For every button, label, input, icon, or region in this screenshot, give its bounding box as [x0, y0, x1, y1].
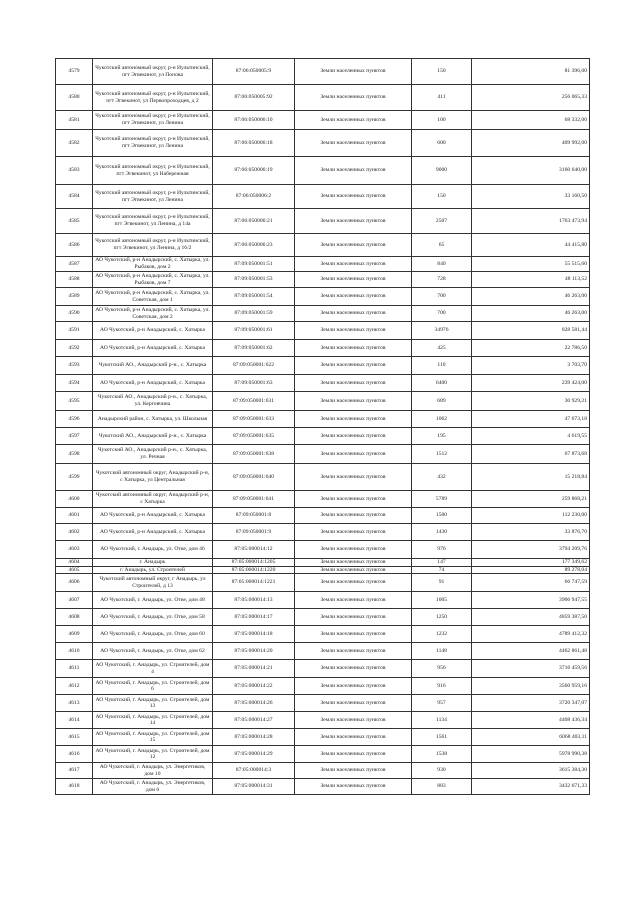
area-cell: 195 — [412, 428, 472, 445]
cadastral-number-cell: 87:05:000014:17 — [213, 609, 295, 626]
cadastral-number-cell: 87:05:000014:1221 — [213, 574, 295, 592]
cadastral-number-cell: 87:05:000014:29 — [213, 746, 295, 763]
cadastral-number-cell: 87:05:000014:21 — [213, 660, 295, 678]
cadastral-number-cell: 87:05:000014:20 — [213, 643, 295, 660]
cadastral-value-cell: 5978 990,38 — [472, 746, 590, 763]
table-row — [56, 272, 590, 288]
table-row — [56, 111, 590, 130]
cadastral-value-cell: 46 263,00 — [472, 306, 590, 322]
land-category-cell: Земли населенных пунктов — [295, 541, 412, 559]
area-cell: 6400 — [412, 375, 472, 392]
address-cell: АО Чукотский, г. Анадырь, ул. Строителей, дом 6 — [93, 678, 213, 695]
land-category-cell: Земли населенных пунктов — [295, 464, 412, 491]
land-category-cell: Земли населенных пунктов — [295, 445, 412, 464]
cadastral-number-cell: 87:09:050001:54 — [213, 288, 295, 306]
cadastral-number-cell: 87:06:050006:2 — [213, 185, 295, 209]
row-number: 4585 — [56, 209, 93, 234]
cadastral-value-cell: 68 332,00 — [472, 111, 590, 130]
table-row — [56, 643, 590, 660]
row-number: 4606 — [56, 574, 93, 592]
table-row — [56, 234, 590, 257]
land-category-cell: Земли населенных пунктов — [295, 157, 412, 185]
cadastral-number-cell: 87:09:050001:622 — [213, 357, 295, 375]
land-category-cell: Земли населенных пунктов — [295, 357, 412, 375]
cadastral-number-cell: 87:05:000014:12 — [213, 541, 295, 559]
table-row — [56, 357, 590, 375]
row-number: 4601 — [56, 508, 93, 524]
land-category-cell: Земли населенных пунктов — [295, 508, 412, 524]
cadastral-number-cell: 87:09:050001:8 — [213, 508, 295, 524]
row-number: 4582 — [56, 130, 93, 157]
table-row — [56, 541, 590, 559]
land-category-cell: Земли населенных пунктов — [295, 392, 412, 411]
table-row — [56, 340, 590, 357]
area-cell: 1148 — [412, 643, 472, 660]
cadastral-value-cell: 33 160,50 — [472, 185, 590, 209]
land-category-cell: Земли населенных пунктов — [295, 524, 412, 541]
address-cell: АО Чукотский, г. Анадырь, ул. Строителей, дом 14 — [93, 712, 213, 729]
area-cell: 728 — [412, 272, 472, 288]
address-cell: Чукотский автономный округ, р-н Иультинский, пгт Эгвекинот, ул Набережная — [93, 157, 213, 185]
area-cell: 34976 — [412, 322, 472, 340]
land-category-cell: Земли населенных пунктов — [295, 729, 412, 746]
area-cell: 411 — [412, 85, 472, 111]
table-row — [56, 130, 590, 157]
table-row — [56, 375, 590, 392]
land-category-cell: Земли населенных пунктов — [295, 411, 412, 428]
address-cell: Чукотский автономный округ, г Анадырь, ул Строителей, д 13 — [93, 574, 213, 592]
address-cell: Анадырский район, с. Хатырка, ул. Школьная — [93, 411, 213, 428]
land-category-cell: Земли населенных пунктов — [295, 643, 412, 660]
cadastral-value-cell: 47 673,18 — [472, 411, 590, 428]
table-row — [56, 729, 590, 746]
address-cell: Чукотский автономный округ, р-н Иультинский, пгт Эгвекинот, ул Ленина, д 14а — [93, 209, 213, 234]
land-category-cell: Земли населенных пунктов — [295, 306, 412, 322]
row-number: 4599 — [56, 464, 93, 491]
area-cell: 840 — [412, 257, 472, 272]
cadastral-number-cell: 87:06:050006:18 — [213, 130, 295, 157]
row-number: 4617 — [56, 763, 93, 779]
area-cell: 150 — [412, 185, 472, 209]
cadastral-number-cell: 87:06:050005:9 — [213, 59, 295, 85]
cadastral-value-cell: 55 515,60 — [472, 257, 590, 272]
table-row — [56, 392, 590, 411]
address-cell: АО Чукотский, г. Анадырь, ул. Энергетиков, дом 10 — [93, 763, 213, 779]
row-number: 4584 — [56, 185, 93, 209]
cadastral-number-cell: 87:06:050006:19 — [213, 157, 295, 185]
address-cell: АО Чукотский, г. Анадырь, ул. Строителей, дом 13 — [93, 695, 213, 712]
area-cell: 600 — [412, 130, 472, 157]
cadastral-value-cell: 30 929,21 — [472, 392, 590, 411]
table-row — [56, 209, 590, 234]
cadastral-value-cell: 22 786,50 — [472, 340, 590, 357]
area-cell: 91 — [412, 574, 472, 592]
cadastral-number-cell: 87:06:050006:21 — [213, 209, 295, 234]
land-category-cell: Земли населенных пунктов — [295, 566, 412, 574]
area-cell: 100 — [412, 111, 472, 130]
address-cell: АО Чукотский, г. Анадырь, ул. Строителей, дом 12 — [93, 746, 213, 763]
row-number: 4587 — [56, 257, 93, 272]
row-number: 4590 — [56, 306, 93, 322]
cadastral-number-cell: 87:06:050006:23 — [213, 234, 295, 257]
row-number: 4588 — [56, 272, 93, 288]
row-number: 4597 — [56, 428, 93, 445]
cadastral-number-cell: 87:06:050005:92 — [213, 85, 295, 111]
address-cell: АО Чукотский, р-н Анадырский, с. Хатырка — [93, 340, 213, 357]
row-number: 4603 — [56, 541, 93, 559]
row-number: 4596 — [56, 411, 93, 428]
land-registry-table — [55, 58, 590, 795]
table-row — [56, 592, 590, 609]
address-cell: АО Чукотский, р-н Анадырский, с. Хатырка — [93, 508, 213, 524]
area-cell: 5789 — [412, 491, 472, 508]
land-category-cell: Земли населенных пунктов — [295, 111, 412, 130]
area-cell: 957 — [412, 695, 472, 712]
cadastral-number-cell: 87:05:000014:3 — [213, 763, 295, 779]
row-number: 4579 — [56, 59, 93, 85]
land-category-cell: Земли населенных пунктов — [295, 712, 412, 729]
land-category-cell: Земли населенных пунктов — [295, 626, 412, 643]
area-cell: 1500 — [412, 508, 472, 524]
row-number: 4600 — [56, 491, 93, 508]
cadastral-value-cell: 15 218,84 — [472, 464, 590, 491]
cadastral-number-cell: 87:09:050001:9 — [213, 524, 295, 541]
area-cell: 147 — [412, 559, 472, 567]
table-row — [56, 712, 590, 729]
area-cell: 1062 — [412, 411, 472, 428]
cadastral-number-cell: 87:05:000014:31 — [213, 779, 295, 795]
cadastral-number-cell: 87:05:000014:27 — [213, 712, 295, 729]
cadastral-number-cell: 87:09:050001:63 — [213, 375, 295, 392]
area-cell: 976 — [412, 541, 472, 559]
address-cell: АО Чукотский, г. Анадырь, ул. Отке, дом 46 — [93, 541, 213, 559]
table-row — [56, 306, 590, 322]
area-cell: 1232 — [412, 626, 472, 643]
table-row — [56, 508, 590, 524]
cadastral-value-cell: 4 619,55 — [472, 428, 590, 445]
area-cell: 9000 — [412, 157, 472, 185]
row-number: 4598 — [56, 445, 93, 464]
table-body — [56, 59, 590, 795]
table-row — [56, 257, 590, 272]
row-number: 4580 — [56, 85, 93, 111]
area-cell: 700 — [412, 306, 472, 322]
cadastral-number-cell: 87:09:050001:638 — [213, 445, 295, 464]
area-cell: 1430 — [412, 524, 472, 541]
address-cell: Чукотский автономный округ, р-н Иультинский, пгт Эгвекинот, ул Ленина — [93, 111, 213, 130]
area-cell: 916 — [412, 678, 472, 695]
table-row — [56, 695, 590, 712]
cadastral-number-cell: 87:09:050001:53 — [213, 272, 295, 288]
address-cell: АО Чукотский, г. Анадырь, ул. Отке, дом 62 — [93, 643, 213, 660]
cadastral-value-cell: 4408 436,34 — [472, 712, 590, 729]
land-category-cell: Земли населенных пунктов — [295, 491, 412, 508]
cadastral-number-cell: 87:05:000014:18 — [213, 626, 295, 643]
cadastral-value-cell: 256 065,33 — [472, 85, 590, 111]
address-cell: г. Анадырь — [93, 559, 213, 567]
area-cell: 689 — [412, 392, 472, 411]
cadastral-value-cell: 3720 347,07 — [472, 695, 590, 712]
document-page — [55, 58, 589, 795]
land-category-cell: Земли населенных пунктов — [295, 609, 412, 626]
area-cell: 74 — [412, 566, 472, 574]
table-row — [56, 763, 590, 779]
cadastral-value-cell: 89 278,04 — [472, 566, 590, 574]
table-row — [56, 746, 590, 763]
table-row — [56, 411, 590, 428]
table-row — [56, 157, 590, 185]
cadastral-value-cell: 1763 473,94 — [472, 209, 590, 234]
cadastral-value-cell: 66 747,59 — [472, 574, 590, 592]
address-cell: Чукотский автономный округ, Анадырский р-н, с Хатырка, ул Центральная — [93, 464, 213, 491]
table-row — [56, 288, 590, 306]
address-cell: АО Чукотский, г. Анадырь, ул. Отке, дом 48 — [93, 592, 213, 609]
address-cell: АО Чукотский, р-н Анадырский, с. Хатырка, ул. Рыбаков, дом 2 — [93, 257, 213, 272]
table-row — [56, 524, 590, 541]
address-cell: АО Чукотский, р-н Анадырский, с. Хатырка — [93, 524, 213, 541]
cadastral-value-cell: 177 349,62 — [472, 559, 590, 567]
land-category-cell: Земли населенных пунктов — [295, 660, 412, 678]
land-category-cell: Земли населенных пунктов — [295, 678, 412, 695]
address-cell: Чукотский автономный округ, р-н Иультинский, пгт Эгвекинот, ул Ленина — [93, 185, 213, 209]
address-cell: Чукотский АО., Анадырский р-н., с. Хатырка — [93, 357, 213, 375]
cadastral-value-cell: 4859 387,50 — [472, 609, 590, 626]
cadastral-value-cell: 409 992,00 — [472, 130, 590, 157]
row-number: 4605 — [56, 566, 93, 574]
table-row — [56, 185, 590, 209]
area-cell: 700 — [412, 288, 472, 306]
address-cell: Чукотский автономный округ, р-н Иультинский, пгт Эгвекинот, ул Ленина — [93, 130, 213, 157]
land-category-cell: Земли населенных пунктов — [295, 695, 412, 712]
cadastral-value-cell: 112 230,00 — [472, 508, 590, 524]
cadastral-number-cell: 87:06:050006:10 — [213, 111, 295, 130]
area-cell: 150 — [412, 59, 472, 85]
area-cell: 110 — [412, 357, 472, 375]
row-number: 4591 — [56, 322, 93, 340]
table-row — [56, 491, 590, 508]
table-row — [56, 559, 590, 567]
row-number: 4614 — [56, 712, 93, 729]
address-cell: АО Чукотский, р-н Анадырский, с. Хатырка — [93, 375, 213, 392]
area-cell: 1538 — [412, 746, 472, 763]
cadastral-value-cell: 3906 947,55 — [472, 592, 590, 609]
land-category-cell: Земли населенных пунктов — [295, 322, 412, 340]
cadastral-value-cell: 48 113,52 — [472, 272, 590, 288]
area-cell: 930 — [412, 763, 472, 779]
address-cell: г. Анадырь, ул. Строителей — [93, 566, 213, 574]
row-number: 4581 — [56, 111, 93, 130]
land-category-cell: Земли населенных пунктов — [295, 763, 412, 779]
cadastral-value-cell: 46 263,00 — [472, 288, 590, 306]
cadastral-value-cell: 828 581,44 — [472, 322, 590, 340]
table-row — [56, 59, 590, 85]
row-number: 4608 — [56, 609, 93, 626]
row-number: 4613 — [56, 695, 93, 712]
table-row — [56, 322, 590, 340]
cadastral-number-cell: 87:05:000014:1205 — [213, 559, 295, 567]
table-row — [56, 428, 590, 445]
address-cell: АО Чукотский, р-н Анадырский, с. Хатырка, ул. Рыбаков, дом 7 — [93, 272, 213, 288]
land-category-cell: Земли населенных пунктов — [295, 340, 412, 357]
cadastral-number-cell: 87:09:050001:62 — [213, 340, 295, 357]
land-category-cell: Земли населенных пунктов — [295, 559, 412, 567]
area-cell: 65 — [412, 234, 472, 257]
row-number: 4594 — [56, 375, 93, 392]
cadastral-value-cell: 3160 640,00 — [472, 157, 590, 185]
area-cell: 2507 — [412, 209, 472, 234]
land-category-cell: Земли населенных пунктов — [295, 234, 412, 257]
row-number: 4615 — [56, 729, 93, 746]
row-number: 4595 — [56, 392, 93, 411]
table-row — [56, 626, 590, 643]
address-cell: Чукотский автономный округ, Анадырский р-н, с Хатырка — [93, 491, 213, 508]
address-cell: Чукотский автономный округ, р-н Иультинский, пгт Эгвекинот, ул Попова — [93, 59, 213, 85]
row-number: 4586 — [56, 234, 93, 257]
table-row — [56, 660, 590, 678]
land-category-cell: Земли населенных пунктов — [295, 288, 412, 306]
land-category-cell: Земли населенных пунктов — [295, 375, 412, 392]
cadastral-number-cell: 87:05:000014:26 — [213, 695, 295, 712]
table-row — [56, 445, 590, 464]
address-cell: Чукотский автономный округ, р-н Иультинский, пгт Эгвекинот, ул Ленина, д 16/2 — [93, 234, 213, 257]
land-category-cell: Земли населенных пунктов — [295, 209, 412, 234]
area-cell: 1005 — [412, 592, 472, 609]
land-category-cell: Земли населенных пунктов — [295, 185, 412, 209]
area-cell: 1561 — [412, 729, 472, 746]
cadastral-value-cell: 3560 959,16 — [472, 678, 590, 695]
address-cell: АО Чукотский, г. Анадырь, ул. Строителей, дом 4 — [93, 660, 213, 678]
address-cell: Чукотский автономный округ, р-н Иультинский, пгт Эгвекинот, ул Первопроходцев, д 2 — [93, 85, 213, 111]
address-cell: Чукотский АО., Анадырский р-н., с. Хатырка, ул. Керговчина — [93, 392, 213, 411]
table-row — [56, 85, 590, 111]
table-row — [56, 464, 590, 491]
cadastral-number-cell: 87:05:000014:22 — [213, 678, 295, 695]
cadastral-number-cell: 87:09:050001:59 — [213, 306, 295, 322]
cadastral-value-cell: 3615 384,30 — [472, 763, 590, 779]
table-row — [56, 566, 590, 574]
table-row — [56, 609, 590, 626]
land-category-cell: Земли населенных пунктов — [295, 85, 412, 111]
land-category-cell: Земли населенных пунктов — [295, 746, 412, 763]
row-number: 4602 — [56, 524, 93, 541]
row-number: 4610 — [56, 643, 93, 660]
cadastral-number-cell: 87:09:050001:641 — [213, 491, 295, 508]
land-category-cell: Земли населенных пунктов — [295, 779, 412, 795]
row-number: 4612 — [56, 678, 93, 695]
cadastral-value-cell: 44 415,80 — [472, 234, 590, 257]
area-cell: 1134 — [412, 712, 472, 729]
cadastral-value-cell: 3432 671,33 — [472, 779, 590, 795]
cadastral-number-cell: 87:09:050001:631 — [213, 392, 295, 411]
cadastral-number-cell: 87:05:000014:13 — [213, 592, 295, 609]
cadastral-number-cell: 87:09:050001:640 — [213, 464, 295, 491]
cadastral-value-cell: 33 876,70 — [472, 524, 590, 541]
area-cell: 425 — [412, 340, 472, 357]
area-cell: 1250 — [412, 609, 472, 626]
land-category-cell: Земли населенных пунктов — [295, 428, 412, 445]
cadastral-number-cell: 87:09:050001:633 — [213, 411, 295, 428]
table-row — [56, 574, 590, 592]
land-category-cell: Земли населенных пунктов — [295, 592, 412, 609]
address-cell: Чукотский АО., Анадырский р-н., с. Хатырка — [93, 428, 213, 445]
cadastral-value-cell: 4462 861,48 — [472, 643, 590, 660]
area-cell: 1512 — [412, 445, 472, 464]
cadastral-value-cell: 67 873,68 — [472, 445, 590, 464]
land-category-cell: Земли населенных пунктов — [295, 130, 412, 157]
address-cell: АО Чукотский, р-н Анадырский, с. Хатырка — [93, 322, 213, 340]
cadastral-value-cell: 6068 403,11 — [472, 729, 590, 746]
table-row — [56, 779, 590, 795]
row-number: 4593 — [56, 357, 93, 375]
address-cell: АО Чукотский, р-н Анадырский, с. Хатырка, ул. Советская, дом 1 — [93, 288, 213, 306]
row-number: 4589 — [56, 288, 93, 306]
cadastral-number-cell: 87:05:000014:28 — [213, 729, 295, 746]
land-category-cell: Земли населенных пунктов — [295, 59, 412, 85]
address-cell: Чукотский АО., Анадырский р-н., с. Хатырка, ул. Речная — [93, 445, 213, 464]
cadastral-number-cell: 87:09:050001:51 — [213, 257, 295, 272]
row-number: 4616 — [56, 746, 93, 763]
address-cell: АО Чукотский, г. Анадырь, ул. Отке, дом 60 — [93, 626, 213, 643]
row-number: 4583 — [56, 157, 93, 185]
cadastral-number-cell: 87:09:050001:635 — [213, 428, 295, 445]
address-cell: АО Чукотский, г. Анадырь, ул. Строителей, дом 15 — [93, 729, 213, 746]
cadastral-value-cell: 239 424,00 — [472, 375, 590, 392]
land-category-cell: Земли населенных пунктов — [295, 257, 412, 272]
cadastral-value-cell: 3716 459,56 — [472, 660, 590, 678]
table-row — [56, 678, 590, 695]
land-category-cell: Земли населенных пунктов — [295, 272, 412, 288]
address-cell: АО Чукотский, г. Анадырь, ул. Энергетиков, дом 6 — [93, 779, 213, 795]
address-cell: АО Чукотский, г. Анадырь, ул. Отке, дом 58 — [93, 609, 213, 626]
row-number: 4604 — [56, 559, 93, 567]
cadastral-value-cell: 3 703,70 — [472, 357, 590, 375]
area-cell: 883 — [412, 779, 472, 795]
row-number: 4607 — [56, 592, 93, 609]
cadastral-number-cell: 87:05:000014:1220 — [213, 566, 295, 574]
row-number: 4592 — [56, 340, 93, 357]
area-cell: 432 — [412, 464, 472, 491]
row-number: 4609 — [56, 626, 93, 643]
cadastral-value-cell: 4789 412,32 — [472, 626, 590, 643]
row-number: 4618 — [56, 779, 93, 795]
cadastral-value-cell: 81 396,00 — [472, 59, 590, 85]
area-cell: 956 — [412, 660, 472, 678]
cadastral-value-cell: 3794 209,76 — [472, 541, 590, 559]
land-category-cell: Земли населенных пунктов — [295, 574, 412, 592]
cadastral-value-cell: 259 868,21 — [472, 491, 590, 508]
row-number: 4611 — [56, 660, 93, 678]
address-cell: АО Чукотский, р-н Анадырский, с. Хатырка, ул. Советская, дом 2 — [93, 306, 213, 322]
cadastral-number-cell: 87:09:050001:61 — [213, 322, 295, 340]
